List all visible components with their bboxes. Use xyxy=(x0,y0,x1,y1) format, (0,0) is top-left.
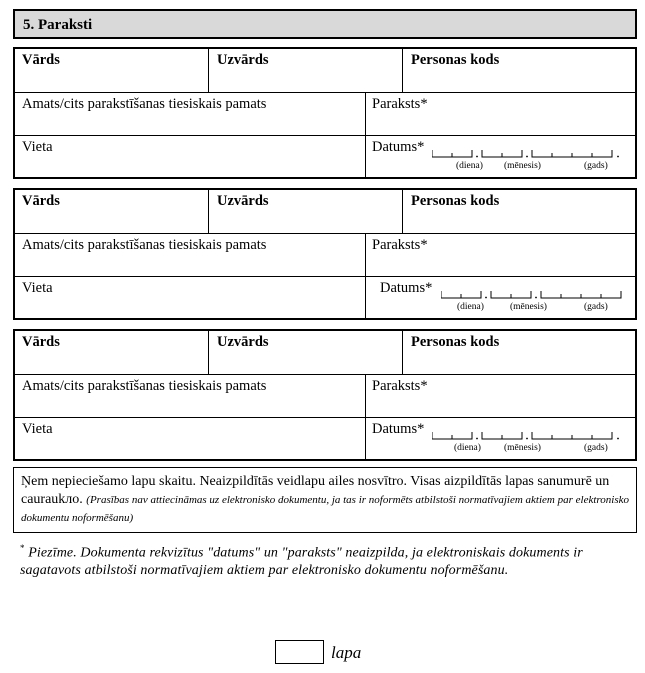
signatory-block-2 xyxy=(13,188,637,320)
name-header: Vārds xyxy=(22,193,60,209)
signatory-block-3 xyxy=(13,329,637,461)
personal-code-header: Personas kods xyxy=(411,52,500,68)
date-input-boxes[interactable] xyxy=(432,429,632,441)
place-row xyxy=(15,417,635,459)
footnote xyxy=(20,540,630,579)
page-number-box[interactable] xyxy=(275,640,324,664)
footnote-mark: * xyxy=(20,543,25,553)
section-header xyxy=(13,9,637,39)
position-row xyxy=(15,374,635,418)
name-row xyxy=(15,331,635,375)
page-label: lapa xyxy=(331,643,362,662)
signature-label: Paraksts* xyxy=(372,237,428,253)
signatory-block-1 xyxy=(13,47,637,179)
place-label: Vieta xyxy=(22,139,53,155)
personal-code-header: Personas kods xyxy=(411,334,500,350)
instruction-notice xyxy=(13,467,637,533)
footnote-text: Piezīme. Dokumenta rekvizītus "datums" un "paraksts" neaizpilda, ja elektroniskais dokuments ir sagatavots atbilstoši normatīvajiem aktiem par elektronisko dokumentu noformēšanu. xyxy=(20,545,583,578)
surname-header: Uzvārds xyxy=(217,52,269,68)
position-label: Amats/cits parakstīšanas tiesiskais pamats xyxy=(22,96,267,112)
name-row xyxy=(15,49,635,93)
notice-remark: (Prasības nav attiecināmas uz elektronisko dokumentu, ja tas ir noformēts atbilstoši normatīvajiem aktiem par elektronisko dokumentu noformēšanu) xyxy=(21,494,630,524)
position-label: Amats/cits parakstīšanas tiesiskais pamats xyxy=(22,378,267,394)
name-header: Vārds xyxy=(22,334,60,350)
month-label: (mēnesis) xyxy=(510,302,547,312)
date-field[interactable] xyxy=(372,421,634,457)
surname-header: Uzvārds xyxy=(217,193,269,209)
year-label: (gads) xyxy=(584,443,608,453)
date-label: Datums* xyxy=(380,280,433,296)
date-label: Datums* xyxy=(372,421,425,437)
notice-text: Ņem nepieciešamo lapu skaitu. Neaizpildītās veidlapu ailes nosvītro. Visas aizpildītās lapas sanumurē un cauraukло. xyxy=(21,474,610,507)
place-row xyxy=(15,276,635,318)
date-label: Datums* xyxy=(372,139,425,155)
date-input-boxes[interactable] xyxy=(432,147,632,159)
surname-header: Uzvārds xyxy=(217,334,269,350)
place-label: Vieta xyxy=(22,280,53,296)
date-field[interactable] xyxy=(380,280,635,316)
day-label: (diena) xyxy=(456,161,483,171)
year-label: (gads) xyxy=(584,302,608,312)
date-input-boxes[interactable] xyxy=(441,288,641,300)
name-row xyxy=(15,190,635,234)
place-label: Vieta xyxy=(22,421,53,437)
signature-label: Paraksts* xyxy=(372,378,428,394)
date-field[interactable] xyxy=(372,139,632,175)
month-label: (mēnesis) xyxy=(504,443,541,453)
year-label: (gads) xyxy=(584,161,608,171)
signature-label: Paraksts* xyxy=(372,96,428,112)
section-title: 5. Paraksti xyxy=(23,17,93,33)
personal-code-header: Personas kods xyxy=(411,193,500,209)
name-header: Vārds xyxy=(22,52,60,68)
day-label: (diena) xyxy=(457,302,484,312)
position-label: Amats/cits parakstīšanas tiesiskais pamats xyxy=(22,237,267,253)
month-label: (mēnesis) xyxy=(504,161,541,171)
place-row xyxy=(15,135,635,177)
position-row xyxy=(15,233,635,277)
position-row xyxy=(15,92,635,136)
day-label: (diena) xyxy=(454,443,481,453)
